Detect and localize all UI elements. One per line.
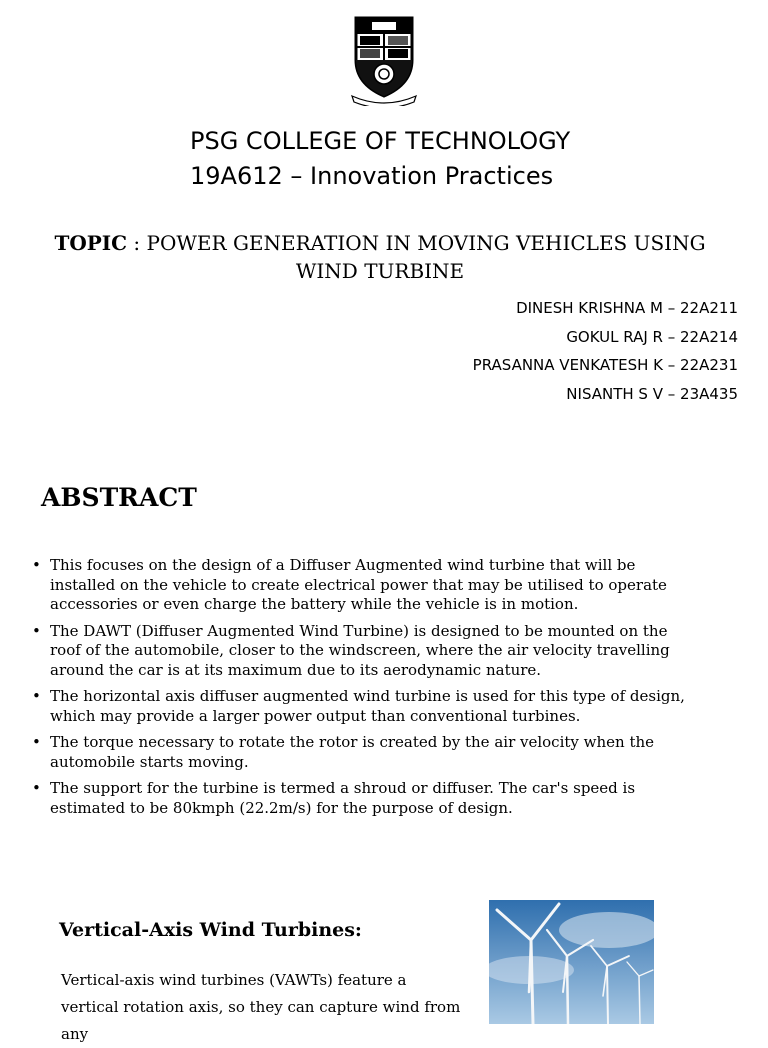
member-3: PRASANNA VENKATESH K – 22A231	[472, 356, 738, 375]
list-item	[30, 733, 690, 772]
topic-heading	[40, 229, 720, 285]
list-item	[30, 556, 690, 615]
team-members	[473, 294, 738, 409]
abstract-point-2: The DAWT (Diffuser Augmented Wind Turbine) is designed to be mounted on the roof of the automobile, closer to the windscreen, where the air velocity travelling around the car is at its maximum due to its aerodynamic nature.	[50, 621, 670, 679]
member-2: GOKUL RAJ R – 22A214	[566, 327, 738, 346]
college-heading	[190, 124, 570, 194]
course-title: 19A612 – Innovation Practices	[190, 162, 554, 190]
list-item	[30, 687, 690, 726]
college-name: PSG COLLEGE OF TECHNOLOGY	[190, 127, 571, 155]
topic-text: : POWER GENERATION IN MOVING VEHICLES USING WIND TURBINE	[127, 231, 706, 283]
college-logo	[348, 14, 420, 106]
bullet-icon: •	[32, 779, 41, 797]
member-1: DINESH KRISHNA M – 22A211	[516, 299, 738, 317]
section-body: Vertical-axis wind turbines (VAWTs) feature a vertical rotation axis, so they can capture wind from any	[61, 971, 461, 1043]
member-4: NISANTH S V – 23A435	[566, 385, 738, 404]
list-item	[30, 622, 690, 681]
abstract-point-1: This focuses on the design of a Diffuser Augmented wind turbine that will be installed on the vehicle to create electrical power that may be utilised to operate accessories or even charge the battery while the vehicle is in motion.	[50, 556, 667, 613]
abstract-title: ABSTRACT	[41, 483, 197, 512]
topic-keyword: TOPIC	[54, 231, 128, 255]
abstract-point-3: The horizontal axis diffuser augmented wind turbine is used for this type of design, which may provide a larger power output than conventional turbines.	[50, 687, 685, 725]
bullet-icon: •	[32, 687, 41, 705]
abstract-list	[30, 556, 690, 825]
wind-turbine-photo	[489, 900, 654, 1024]
abstract-point-4: The torque necessary to rotate the rotor is created by the air velocity when the automobile starts moving.	[50, 733, 655, 771]
section-title: Vertical-Axis Wind Turbines:	[59, 919, 362, 941]
bullet-icon: •	[32, 556, 41, 574]
list-item	[30, 779, 690, 818]
bullet-icon: •	[32, 621, 41, 640]
abstract-point-5: The support for the turbine is termed a shroud or diffuser. The car's speed is estimated to be 80kmph (22.2m/s) for the purpose of design.	[50, 779, 636, 817]
bullet-icon: •	[32, 733, 41, 751]
